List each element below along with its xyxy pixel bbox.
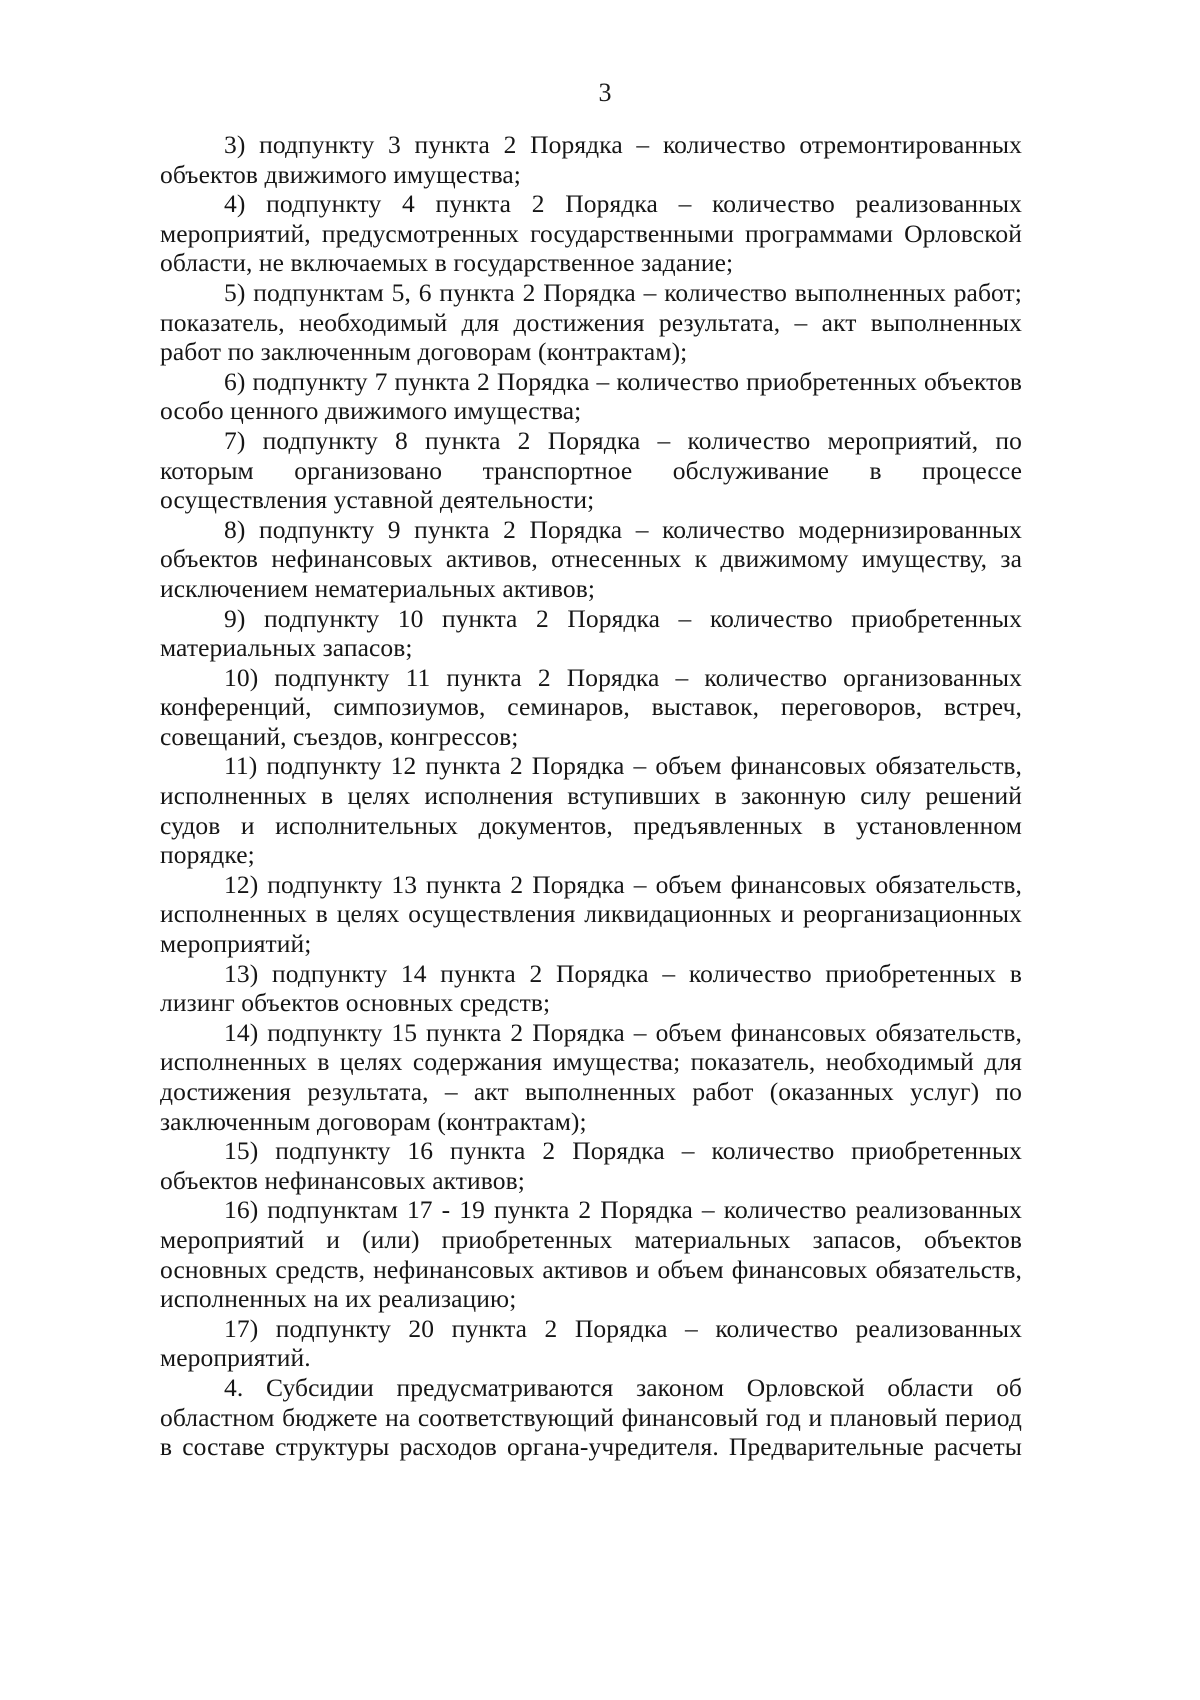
paragraph-item-4: 4) подпункту 4 пункта 2 Порядка – количество реализованных мероприятий, предусмотренных государственными программами Орловской области, не включаемых в государственное задание;	[160, 189, 1022, 278]
paragraph-item-5: 5) подпунктам 5, 6 пункта 2 Порядка – количество выполненных работ; показатель, необходимый для достижения результата, – акт выполненных работ по заключенным договорам (контрактам);	[160, 277, 1022, 367]
paragraph-item-6: 6) подпункту 7 пункта 2 Порядка – количество приобретенных объектов особо ценного движимого имущества;	[160, 366, 1022, 426]
paragraph-item-13: 13) подпункту 14 пункта 2 Порядка – количество приобретенных в лизинг объектов основных средств;	[160, 958, 1022, 1018]
paragraph-item-3: 3) подпункту 3 пункта 2 Порядка – количество отремонтированных объектов движимого имущества;	[160, 130, 1022, 189]
document-body	[160, 130, 1022, 1462]
paragraph-item-12: 12) подпункту 13 пункта 2 Порядка – объем финансовых обязательств, исполненных в целях осуществления ликвидационных и реорганизационных мероприятий;	[160, 869, 1022, 959]
paragraph-item-15: 15) подпункту 16 пункта 2 Порядка – количество приобретенных объектов нефинансовых активов;	[160, 1136, 1022, 1195]
paragraph-item-16: 16) подпунктам 17 - 19 пункта 2 Порядка – количество реализованных мероприятий и (или) приобретенных материальных запасов, объектов основных средств, нефинансовых активов и объем финансовых обязательств, исполненных на их реализацию;	[160, 1195, 1022, 1314]
paragraph-item-8: 8) подпункту 9 пункта 2 Порядка – количество модернизированных объектов нефинансовых активов, отнесенных к движимому имуществу, за исключением нематериальных активов;	[160, 514, 1022, 603]
paragraph-item-9: 9) подпункту 10 пункта 2 Порядка – количество приобретенных материальных запасов;	[160, 603, 1022, 663]
paragraph-section-4: 4. Субсидии предусматриваются законом Орловской области об областном бюджете на соответствующий финансовый год и плановый период в составе структуры расходов органа-учредителя. Предварительные расчеты	[160, 1372, 1022, 1462]
paragraph-item-10: 10) подпункту 11 пункта 2 Порядка – количество организованных конференций, симпозиумов, семинаров, выставок, переговоров, встреч, совещаний, съездов, конгрессов;	[160, 662, 1022, 751]
paragraph-item-14: 14) подпункту 15 пункта 2 Порядка – объем финансовых обязательств, исполненных в целях содержания имущества; показатель, необходимый для достижения результата, – акт выполненных работ (оказанных услуг) по заключенным договорам (контрактам);	[160, 1017, 1022, 1136]
paragraph-item-11: 11) подпункту 12 пункта 2 Порядка – объем финансовых обязательств, исполненных в целях исполнения вступивших в законную силу решений судов и исполнительных документов, предъявленных в установленном порядке;	[160, 751, 1022, 870]
page-number: 3	[598, 78, 612, 107]
paragraph-item-7: 7) подпункту 8 пункта 2 Порядка – количество мероприятий, по которым организовано транспортное обслуживание в процессе осуществления уставной деятельности;	[160, 425, 1022, 515]
paragraph-item-17: 17) подпункту 20 пункта 2 Порядка – количество реализованных мероприятий.	[160, 1313, 1022, 1373]
